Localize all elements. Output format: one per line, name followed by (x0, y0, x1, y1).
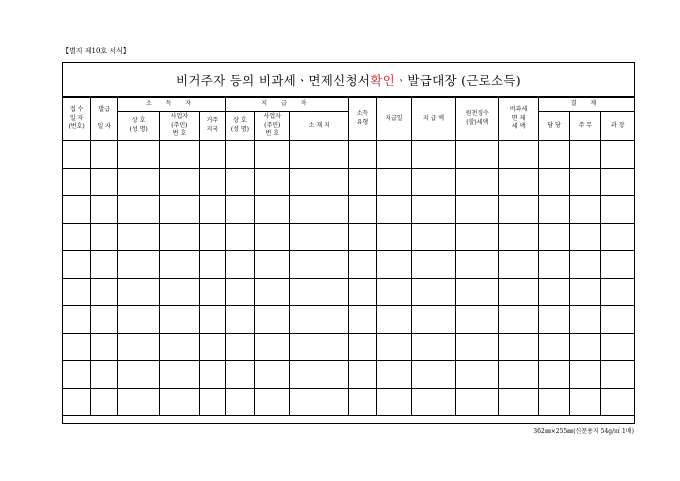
ledger-cell[interactable] (499, 361, 539, 389)
ledger-cell[interactable] (160, 251, 200, 279)
ledger-cell[interactable] (601, 168, 635, 196)
ledger-cell[interactable] (290, 141, 348, 169)
ledger-cell[interactable] (160, 333, 200, 361)
ledger-cell[interactable] (570, 333, 601, 361)
ledger-cell[interactable] (255, 141, 290, 169)
form-number: 【별지 제10호 서식】 (62, 47, 130, 55)
ledger-cell[interactable] (290, 251, 348, 279)
ledger-cell[interactable] (348, 388, 376, 416)
ledger-cell[interactable] (348, 168, 376, 196)
ledger-cell[interactable] (118, 196, 160, 224)
ledger-cell[interactable] (290, 168, 348, 196)
ledger-cell[interactable] (570, 223, 601, 251)
ledger-cell[interactable] (377, 223, 411, 251)
ledger-cell[interactable] (118, 333, 160, 361)
ledger-cell[interactable] (160, 361, 200, 389)
ledger-cell[interactable] (160, 306, 200, 334)
ledger-cell[interactable] (255, 196, 290, 224)
ledger-cell[interactable] (456, 388, 499, 416)
ledger-cell[interactable] (225, 388, 254, 416)
ledger-cell[interactable] (160, 141, 200, 169)
ledger-cell[interactable] (118, 223, 160, 251)
ledger-cell[interactable] (411, 251, 456, 279)
ledger-cell[interactable] (377, 168, 411, 196)
ledger-cell[interactable] (456, 251, 499, 279)
ledger-cell[interactable] (348, 251, 376, 279)
ledger-cell[interactable] (255, 388, 290, 416)
ledger-cell[interactable] (225, 361, 254, 389)
header-income-type: 소득 유형 (348, 98, 376, 141)
ledger-cell[interactable] (411, 223, 456, 251)
ledger-cell[interactable] (570, 196, 601, 224)
ledger-cell[interactable] (118, 306, 160, 334)
ledger-body (63, 141, 635, 416)
ledger-cell[interactable] (348, 196, 376, 224)
ledger-cell[interactable] (411, 278, 456, 306)
ledger-cell[interactable] (160, 196, 200, 224)
ledger-cell[interactable] (456, 306, 499, 334)
ledger-cell[interactable] (225, 168, 254, 196)
ledger-cell[interactable] (199, 251, 225, 279)
ledger-cell[interactable] (411, 388, 456, 416)
ledger-cell[interactable] (377, 141, 411, 169)
ledger-cell[interactable] (456, 333, 499, 361)
ledger-cell[interactable] (538, 388, 569, 416)
ledger-cell[interactable] (601, 141, 635, 169)
ledger-cell[interactable] (570, 388, 601, 416)
header-payer-name: 상 호 (성 명) (225, 112, 254, 141)
ledger-cell[interactable] (456, 278, 499, 306)
ledger-cell[interactable] (538, 333, 569, 361)
ledger-cell[interactable] (538, 168, 569, 196)
ledger-cell[interactable] (601, 361, 635, 389)
ledger-cell[interactable] (225, 333, 254, 361)
ledger-cell[interactable] (63, 168, 91, 196)
ledger-cell[interactable] (91, 251, 118, 279)
header-withholding-tax: 원천징수 (할)세액 (456, 98, 499, 141)
ledger-cell[interactable] (411, 196, 456, 224)
ledger-row (63, 388, 635, 416)
header-receipt-no: 접 수 일 자 (번호) (63, 98, 91, 141)
ledger-cell[interactable] (290, 361, 348, 389)
ledger-cell[interactable] (456, 168, 499, 196)
ledger-cell[interactable] (456, 223, 499, 251)
ledger-cell[interactable] (91, 388, 118, 416)
ledger-cell[interactable] (63, 388, 91, 416)
ledger-row (63, 361, 635, 389)
ledger-cell[interactable] (160, 388, 200, 416)
ledger-cell[interactable] (199, 388, 225, 416)
ledger-cell[interactable] (290, 223, 348, 251)
ledger-cell[interactable] (601, 388, 635, 416)
ledger-cell[interactable] (377, 361, 411, 389)
ledger-cell[interactable] (499, 196, 539, 224)
ledger-cell[interactable] (199, 361, 225, 389)
ledger-cell[interactable] (91, 306, 118, 334)
ledger-cell[interactable] (456, 196, 499, 224)
header-payment-date: 지급일 (377, 98, 411, 141)
ledger-cell[interactable] (160, 278, 200, 306)
ledger-cell[interactable] (348, 141, 376, 169)
ledger-cell[interactable] (290, 278, 348, 306)
ledger-cell[interactable] (91, 141, 118, 169)
ledger-cell[interactable] (118, 251, 160, 279)
ledger-cell[interactable] (255, 333, 290, 361)
ledger-cell[interactable] (63, 278, 91, 306)
ledger-cell[interactable] (538, 306, 569, 334)
ledger-cell[interactable] (570, 141, 601, 169)
header-recipient-regno: 사업자 (주민) 번 호 (160, 112, 200, 141)
ledger-cell[interactable] (225, 141, 254, 169)
ledger-cell[interactable] (199, 196, 225, 224)
ledger-cell[interactable] (411, 333, 456, 361)
ledger-cell[interactable] (91, 196, 118, 224)
ledger-cell[interactable] (199, 168, 225, 196)
ledger-cell[interactable] (538, 361, 569, 389)
ledger-cell[interactable] (199, 278, 225, 306)
header-approval-chief: 과 장 (601, 112, 635, 141)
ledger-cell[interactable] (570, 306, 601, 334)
ledger-cell[interactable] (499, 278, 539, 306)
ledger-cell[interactable] (538, 278, 569, 306)
ledger-cell[interactable] (456, 361, 499, 389)
ledger-cell[interactable] (290, 196, 348, 224)
ledger-cell[interactable] (601, 306, 635, 334)
ledger-cell[interactable] (570, 251, 601, 279)
ledger-cell[interactable] (601, 223, 635, 251)
ledger-cell[interactable] (499, 333, 539, 361)
ledger-cell[interactable] (377, 306, 411, 334)
ledger-cell[interactable] (499, 388, 539, 416)
header-approval: 결 재 (538, 98, 634, 112)
title-part1: 비거주자 등의 비과세ㆍ면제신청서 (176, 72, 371, 88)
ledger-row (63, 196, 635, 224)
ledger-cell[interactable] (91, 333, 118, 361)
ledger-cell[interactable] (538, 141, 569, 169)
ledger-cell[interactable] (499, 141, 539, 169)
ledger-cell[interactable] (570, 168, 601, 196)
header-exempt-tax: 비과세 면 제 세 액 (499, 98, 539, 141)
ledger-cell[interactable] (377, 196, 411, 224)
ledger-cell[interactable] (377, 251, 411, 279)
form-title (63, 63, 634, 97)
ledger-cell[interactable] (348, 333, 376, 361)
ledger-row (63, 333, 635, 361)
header-payer-regno: 사업자 (주민) 번 호 (255, 112, 290, 141)
ledger-cell[interactable] (348, 223, 376, 251)
ledger-cell[interactable] (118, 141, 160, 169)
ledger-cell[interactable] (255, 278, 290, 306)
title-part2: 발급대장 (근로소득) (407, 72, 521, 88)
ledger-row (63, 223, 635, 251)
ledger-form (62, 62, 635, 424)
footer-note: 362㎜×255㎜(신문용지 54g/㎡ 1매) (533, 428, 634, 435)
ledger-cell[interactable] (499, 223, 539, 251)
ledger-cell[interactable] (199, 333, 225, 361)
ledger-row (63, 141, 635, 169)
ledger-cell[interactable] (348, 306, 376, 334)
ledger-cell[interactable] (538, 251, 569, 279)
ledger-cell[interactable] (63, 196, 91, 224)
ledger-cell[interactable] (225, 196, 254, 224)
ledger-cell[interactable] (225, 278, 254, 306)
ledger-cell[interactable] (377, 278, 411, 306)
ledger-cell[interactable] (63, 223, 91, 251)
ledger-cell[interactable] (255, 251, 290, 279)
ledger-cell[interactable] (601, 278, 635, 306)
ledger-cell[interactable] (63, 141, 91, 169)
ledger-cell[interactable] (118, 168, 160, 196)
ledger-cell[interactable] (255, 223, 290, 251)
ledger-cell[interactable] (63, 306, 91, 334)
ledger-row (63, 306, 635, 334)
header-payment-amount: 지 급 액 (411, 98, 456, 141)
ledger-row (63, 251, 635, 279)
ledger-cell[interactable] (225, 223, 254, 251)
ledger-cell[interactable] (91, 278, 118, 306)
ledger-cell[interactable] (456, 141, 499, 169)
header-issue-date: 발급 일 자 (91, 98, 118, 141)
ledger-cell[interactable] (160, 223, 200, 251)
ledger-cell[interactable] (199, 141, 225, 169)
header-income-recipient: 소 득 자 (118, 98, 226, 112)
ledger-cell[interactable] (118, 278, 160, 306)
ledger-cell[interactable] (290, 333, 348, 361)
ledger-cell[interactable] (118, 361, 160, 389)
ledger-cell[interactable] (160, 168, 200, 196)
header-approval-manager: 주 무 (570, 112, 601, 141)
ledger-cell[interactable] (538, 196, 569, 224)
ledger-cell[interactable] (91, 223, 118, 251)
ledger-cell[interactable] (118, 388, 160, 416)
ledger-cell[interactable] (63, 333, 91, 361)
ledger-cell[interactable] (255, 168, 290, 196)
header-residence-country: 거주 지국 (199, 112, 225, 141)
ledger-cell[interactable] (377, 388, 411, 416)
ledger-cell[interactable] (199, 306, 225, 334)
ledger-cell[interactable] (601, 333, 635, 361)
ledger-cell[interactable] (377, 333, 411, 361)
ledger-cell[interactable] (601, 196, 635, 224)
header-payer-address: 소 재 지 (290, 112, 348, 141)
ledger-cell[interactable] (255, 361, 290, 389)
header-recipient-name: 상 호 (성 명) (118, 112, 160, 141)
ledger-cell[interactable] (499, 251, 539, 279)
ledger-row (63, 278, 635, 306)
ledger-cell[interactable] (225, 306, 254, 334)
ledger-cell[interactable] (411, 361, 456, 389)
ledger-cell[interactable] (63, 361, 91, 389)
ledger-cell[interactable] (411, 141, 456, 169)
ledger-cell[interactable] (499, 306, 539, 334)
ledger-cell[interactable] (601, 251, 635, 279)
ledger-cell[interactable] (290, 306, 348, 334)
ledger-cell[interactable] (290, 388, 348, 416)
ledger-cell[interactable] (411, 306, 456, 334)
ledger-cell[interactable] (499, 168, 539, 196)
header-approval-staff: 담 당 (538, 112, 569, 141)
title-highlight: 확인ㆍ (370, 72, 408, 88)
ledger-cell[interactable] (63, 251, 91, 279)
ledger-cell[interactable] (91, 168, 118, 196)
ledger-cell[interactable] (411, 168, 456, 196)
ledger-cell[interactable] (199, 223, 225, 251)
ledger-cell[interactable] (255, 306, 290, 334)
ledger-cell[interactable] (570, 361, 601, 389)
ledger-table (62, 97, 635, 416)
ledger-cell[interactable] (91, 361, 118, 389)
ledger-cell[interactable] (348, 361, 376, 389)
ledger-cell[interactable] (225, 251, 254, 279)
ledger-cell[interactable] (570, 278, 601, 306)
header-row-1 (63, 98, 635, 112)
ledger-row (63, 168, 635, 196)
header-payer: 지 급 자 (225, 98, 348, 112)
ledger-cell[interactable] (348, 278, 376, 306)
ledger-cell[interactable] (538, 223, 569, 251)
